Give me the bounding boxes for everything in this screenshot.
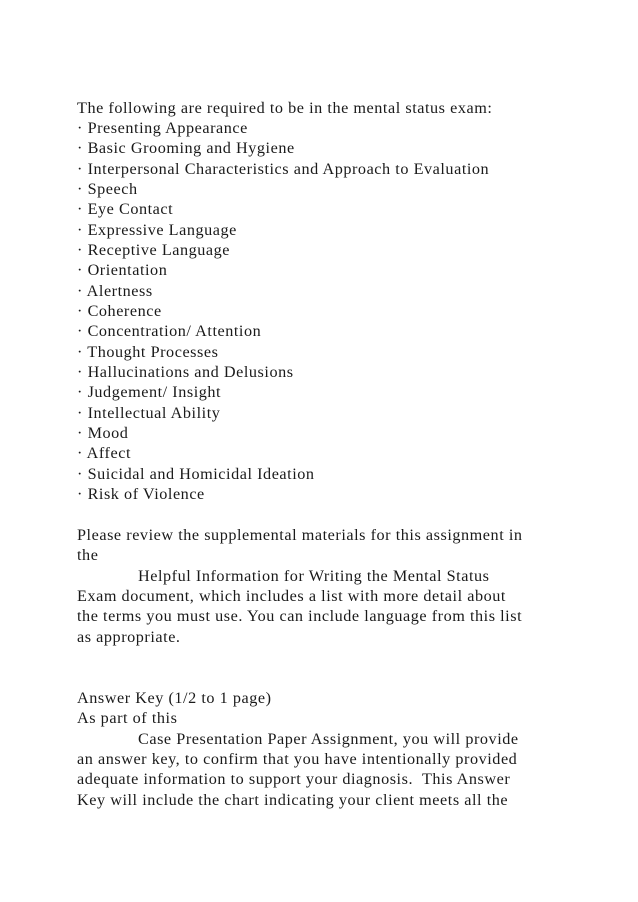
bullet-icon: · <box>77 403 83 422</box>
bullet-icon: · <box>77 464 83 483</box>
list-item-label: Hallucinations and Delusions <box>87 363 294 381</box>
list-item-label: Speech <box>87 180 138 198</box>
list-item <box>77 403 220 423</box>
bullet-icon: · <box>77 322 83 341</box>
list-item <box>77 342 218 362</box>
review-line-4: Exam document, which includes a list with more detail about <box>77 587 506 605</box>
bullet-icon: · <box>77 383 83 402</box>
bullet-icon: · <box>77 220 83 239</box>
review-line-2: the <box>77 546 99 564</box>
list-item-label: Judgement/ Insight <box>87 383 222 402</box>
bullet-icon: · <box>77 444 83 463</box>
review-line-3: Helpful Information for Writing the Mental Status <box>138 567 490 585</box>
list-item-label: Expressive Language <box>87 220 237 239</box>
list-item-label: Receptive Language <box>87 241 231 259</box>
bullet-icon: · <box>77 180 83 198</box>
list-item <box>77 362 294 382</box>
bullet-icon: · <box>77 261 83 280</box>
list-item-label: Mood <box>87 423 129 442</box>
list-item <box>77 199 173 219</box>
answer-key-line-1: As part of this <box>77 709 178 727</box>
bullet-icon: · <box>77 159 83 178</box>
list-item-label: Basic Grooming and Hygiene <box>87 139 295 158</box>
list-item-label: Orientation <box>87 261 168 280</box>
list-item-label: Concentration/ Attention <box>87 322 262 341</box>
list-item-label: Alertness <box>86 281 153 300</box>
review-line-6: as appropriate. <box>77 628 181 646</box>
bullet-icon: · <box>77 119 83 137</box>
answer-key-heading: Answer Key (1/2 to 1 page) <box>77 689 272 707</box>
list-item-label: Interpersonal Characteristics and Approach to Evaluation <box>87 159 490 178</box>
list-item-label: Suicidal and Homicidal Ideation <box>87 464 315 483</box>
list-item <box>77 443 131 463</box>
list-item <box>77 423 128 443</box>
bullet-icon: · <box>77 484 83 503</box>
list-item <box>77 260 167 280</box>
list-item <box>77 159 489 179</box>
answer-key-line-3: an answer key, to confirm that you have intentionally provided <box>77 750 518 768</box>
answer-key-line-4: adequate information to support your diagnosis. This Answer <box>77 770 511 788</box>
answer-key-line-2: Case Presentation Paper Assignment, you will provide <box>138 730 519 748</box>
list-item <box>77 464 315 484</box>
bullet-icon: · <box>77 281 83 300</box>
review-line-1: Please review the supplemental materials for this assignment in <box>77 526 523 544</box>
list-item-label: Coherence <box>87 302 162 320</box>
list-item <box>77 382 221 402</box>
bullet-icon: · <box>77 423 83 442</box>
list-item <box>77 118 248 138</box>
bullet-icon: · <box>77 363 83 381</box>
bullet-icon: · <box>77 302 83 320</box>
list-item-label: Thought Processes <box>87 342 219 361</box>
list-item <box>77 220 237 240</box>
list-item-label: Risk of Violence <box>87 484 205 503</box>
answer-key-line-5: Key will include the chart indicating your client meets all the <box>77 791 509 809</box>
list-item <box>77 321 261 341</box>
bullet-icon: · <box>77 342 83 361</box>
list-item <box>77 179 138 199</box>
list-item-label: Intellectual Ability <box>87 403 221 422</box>
list-item-label: Presenting Appearance <box>87 119 248 137</box>
intro-text: The following are required to be in the mental status exam: <box>77 99 493 117</box>
list-item <box>77 240 230 260</box>
list-item-label: Eye Contact <box>87 200 174 219</box>
list-item <box>77 301 162 321</box>
bullet-icon: · <box>77 200 83 219</box>
review-line-5: the terms you must use. You can include language from this list <box>77 607 523 625</box>
bullet-icon: · <box>77 139 83 158</box>
list-item-label: Affect <box>86 444 132 463</box>
list-item <box>77 138 295 158</box>
bullet-icon: · <box>77 241 83 259</box>
list-item <box>77 484 205 504</box>
list-item <box>77 281 153 301</box>
